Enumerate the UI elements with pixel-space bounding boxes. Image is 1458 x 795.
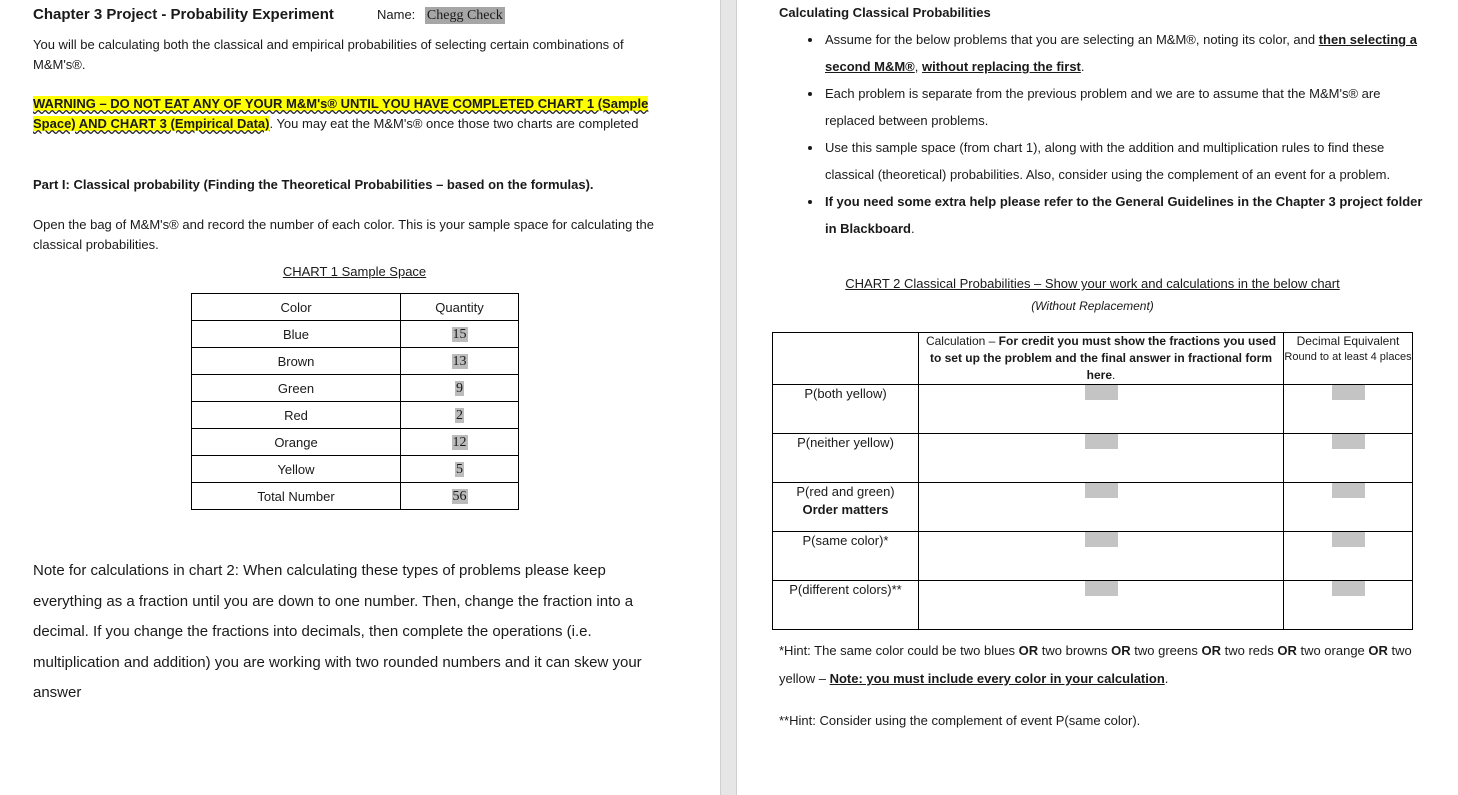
chart1-caption: CHART 1 Sample Space — [282, 264, 427, 279]
chart1-header-row — [192, 294, 519, 321]
quantity-cell[interactable] — [401, 402, 519, 429]
right-heading: Calculating Classical Probabilities — [779, 5, 991, 20]
decimal-input-placeholder[interactable] — [1332, 532, 1365, 547]
probability-label-text: P(neither yellow) — [797, 435, 894, 450]
color-cell: Blue — [192, 321, 401, 348]
calculation-input-placeholder[interactable] — [1085, 532, 1118, 547]
left-page — [0, 0, 720, 795]
calc-header-end: . — [1112, 368, 1116, 382]
color-cell: Yellow — [192, 456, 401, 483]
table-row — [192, 375, 519, 402]
table-row — [192, 348, 519, 375]
calculation-cell[interactable] — [919, 385, 1284, 434]
calc-header-bold: For credit you must show the fractions you used to set up the problem and the final answer in fractional form here — [929, 334, 1277, 382]
part1-heading: Part I: Classical probability (Finding the Theoretical Probabilities – based on the formulas). — [33, 177, 594, 192]
bullet1-end: . — [1080, 59, 1085, 74]
hint1-or: OR — [1277, 643, 1297, 658]
hint1-part2: two browns — [1038, 643, 1112, 658]
probability-label-subtext: Order matters — [802, 502, 889, 517]
intro-paragraph: You will be calculating both the classical and empirical probabilities of selecting certain combinations of M&M's®. — [33, 37, 624, 72]
probability-label — [773, 532, 919, 581]
hint1-or: OR — [1201, 643, 1221, 658]
part1-instruction: Open the bag of M&M's® and record the number of each color. This is your sample space for calculating the classical probabilities. — [33, 217, 654, 252]
warning-rest: . You may eat the M&M's® once those two charts are completed — [269, 116, 639, 131]
quantity-cell[interactable] — [401, 375, 519, 402]
calc-header-plain: Calculation – — [925, 334, 999, 348]
list-item: • Each problem is separate from the previous problem and we are to assume that the M&M's® are replaced between problems. — [823, 80, 1431, 134]
calculation-input-placeholder[interactable] — [1085, 434, 1118, 449]
table-row — [192, 402, 519, 429]
decimal-input-placeholder[interactable] — [1332, 581, 1365, 596]
quantity-cell[interactable] — [401, 456, 519, 483]
table-row — [192, 483, 519, 510]
quantity-value: 2 — [456, 407, 463, 423]
quantity-value: 56 — [452, 488, 467, 504]
bullet1-emphasis2: without replacing the first — [921, 59, 1081, 74]
hint1-part5: two orange — [1296, 643, 1369, 658]
warning-paragraph — [33, 94, 683, 134]
calculation-input-placeholder[interactable] — [1085, 385, 1118, 400]
hint1-text: *Hint: The same color could be two blues — [779, 643, 1019, 658]
calculation-input-placeholder[interactable] — [1085, 581, 1118, 596]
list-item — [823, 188, 1431, 242]
name-value: Chegg Check — [426, 8, 503, 23]
decimal-cell[interactable] — [1284, 581, 1413, 630]
quantity-value: 12 — [452, 434, 467, 450]
hint1-part3: two greens — [1130, 643, 1202, 658]
quantity-value: 13 — [452, 353, 467, 369]
document-title: Chapter 3 Project - Probability Experiment — [33, 6, 334, 23]
decimal-cell[interactable] — [1284, 483, 1413, 532]
quantity-cell[interactable] — [401, 483, 519, 510]
probability-label — [773, 483, 919, 532]
hint-complement: **Hint: Consider using the complement of event P(same color). — [779, 713, 1141, 728]
color-cell: Orange — [192, 429, 401, 456]
bullet1-comma: , — [914, 59, 922, 74]
probability-label — [773, 581, 919, 630]
decimal-input-placeholder[interactable] — [1332, 385, 1365, 400]
table-row — [192, 321, 519, 348]
chart2-header-calculation — [919, 333, 1284, 385]
hint1-end: . — [1164, 671, 1169, 686]
calculation-input-placeholder[interactable] — [1085, 483, 1118, 498]
probability-label-text: P(same color)* — [802, 533, 889, 548]
hint1-part4: two reds — [1220, 643, 1278, 658]
decimal-header-title: Decimal Equivalent — [1296, 334, 1400, 348]
probability-label — [773, 434, 919, 483]
calculation-cell[interactable] — [919, 581, 1284, 630]
quantity-cell[interactable] — [401, 429, 519, 456]
table-row — [773, 483, 1413, 532]
calculation-cell[interactable] — [919, 434, 1284, 483]
calculation-note: Note for calculations in chart 2: When calculating these types of problems please keep everything as a fraction until you are down to one number. Then, change the fraction into a decimal. If you change the fractions into decimals, then complete the operations (i.e. multiplication and addition) you are working with two rounded numbers and it can skew your answer — [33, 562, 642, 701]
warning-highlight: WARNING – DO NOT EAT ANY OF YOUR M&M's® UNTIL YOU HAVE COMPLETED CHART 1 (Sample Space) AND CHART 3 (Empirical Data) — [33, 96, 649, 131]
bullet4-text: If you need some extra help please refer to the General Guidelines in the Chapter 3 project folder in Blackboard — [825, 194, 1423, 236]
name-field — [377, 7, 505, 24]
hint1-or: OR — [1018, 643, 1039, 658]
bullet4-end: . — [910, 221, 915, 236]
hint1-emphasis: Note: you must include every color in your calculation — [829, 671, 1165, 686]
bullet1-text: Assume for the below problems that you are selecting an M&M®, noting its color, and — [825, 32, 1319, 47]
quantity-value: 5 — [456, 461, 463, 477]
chart2-caption: CHART 2 Classical Probabilities – Show your work and calculations in the below chart — [845, 276, 1340, 291]
table-row — [192, 429, 519, 456]
color-cell: Green — [192, 375, 401, 402]
chart2-header-decimal — [1284, 333, 1413, 385]
page-gutter — [720, 0, 737, 795]
table-row — [773, 581, 1413, 630]
probability-label-text: P(red and green) — [796, 484, 895, 499]
hint1-part6: two yellow – — [779, 643, 1412, 686]
calculation-cell[interactable] — [919, 483, 1284, 532]
chart2-header-blank — [773, 333, 919, 385]
table-row — [773, 434, 1413, 483]
chart2-subcaption: (Without Replacement) — [1031, 299, 1154, 313]
probability-label — [773, 385, 919, 434]
probability-label-text: P(different colors)** — [789, 582, 902, 597]
name-label: Name: — [377, 7, 416, 22]
hint1-or: OR — [1111, 643, 1131, 658]
chart1-table — [191, 293, 519, 510]
list-item: • Use this sample space (from chart 1), along with the addition and multiplication rules to find these classical (theoretical) probabilities. Also, consider using the complement of an event for a problem. — [823, 134, 1431, 188]
color-cell: Total Number — [192, 483, 401, 510]
calculation-cell[interactable] — [919, 532, 1284, 581]
quantity-value: 9 — [456, 380, 463, 396]
bullet1-emphasis1: then selecting a second M&M® — [825, 32, 1417, 74]
chart2-header-row — [773, 333, 1413, 385]
decimal-input-placeholder[interactable] — [1332, 483, 1365, 498]
probability-label-text: P(both yellow) — [804, 386, 887, 401]
chart1-header-color: Color — [192, 294, 401, 321]
quantity-cell[interactable] — [401, 348, 519, 375]
decimal-header-note: Round to at least 4 places — [1284, 351, 1412, 363]
table-row — [773, 532, 1413, 581]
color-cell: Brown — [192, 348, 401, 375]
instructions-list — [781, 26, 1431, 242]
table-row — [773, 385, 1413, 434]
chart2-table — [772, 332, 1413, 630]
hint-same-color — [779, 637, 1429, 693]
decimal-input-placeholder[interactable] — [1332, 434, 1365, 449]
decimal-cell[interactable] — [1284, 385, 1413, 434]
quantity-value: 15 — [452, 326, 467, 342]
table-row — [192, 456, 519, 483]
decimal-cell[interactable] — [1284, 532, 1413, 581]
decimal-cell[interactable] — [1284, 434, 1413, 483]
list-item — [823, 26, 1431, 80]
color-cell: Red — [192, 402, 401, 429]
quantity-cell[interactable] — [401, 321, 519, 348]
right-page — [737, 0, 1458, 795]
hint1-or: OR — [1368, 643, 1388, 658]
chart1-header-quantity: Quantity — [401, 294, 519, 321]
